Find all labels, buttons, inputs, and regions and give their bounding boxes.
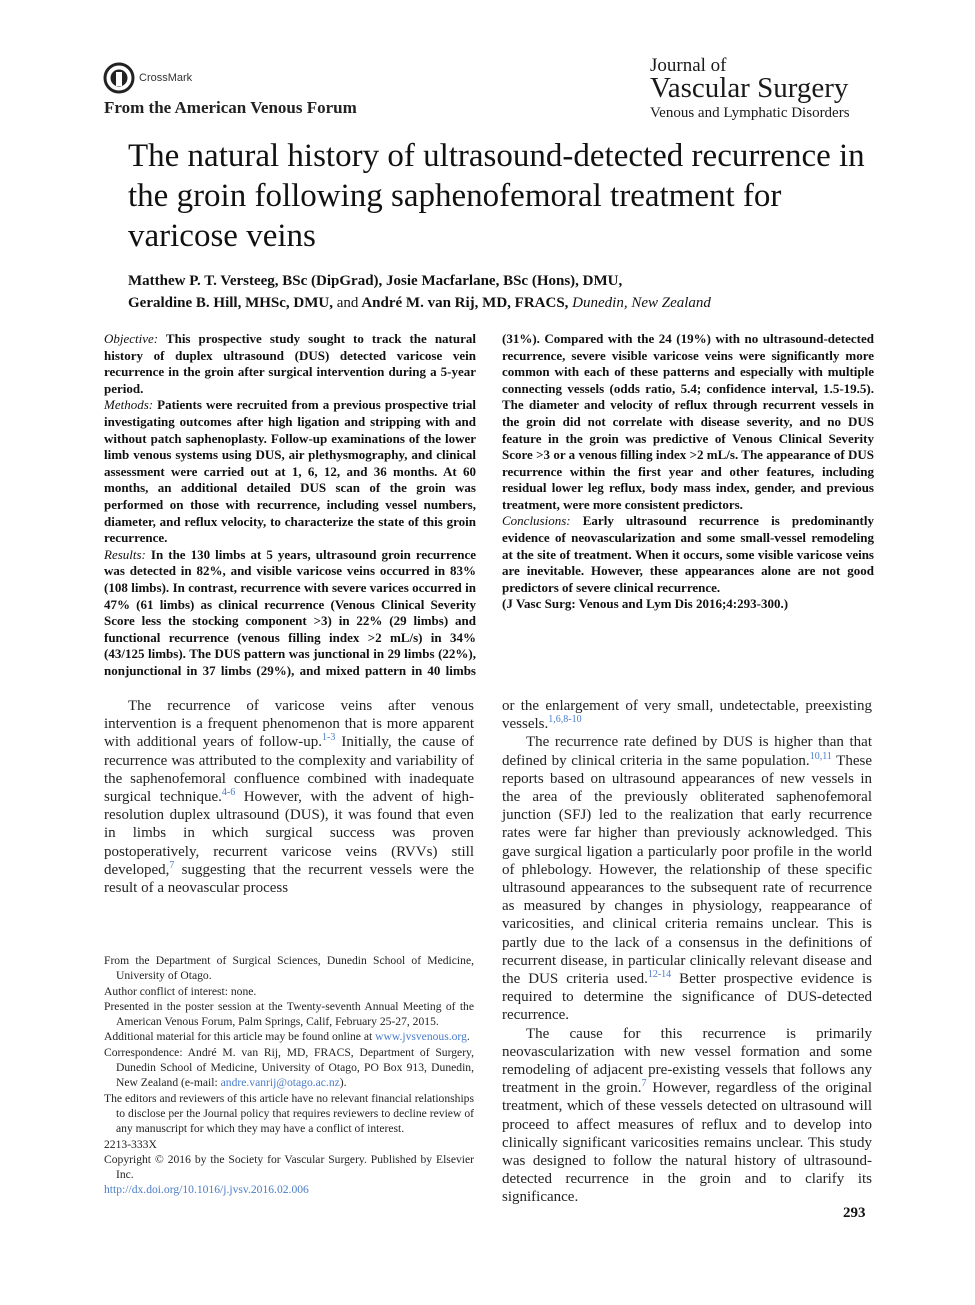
footnote-editors: The editors and reviewers of this article have no relevant financial relationships to disclose per the Journal policy that requires reviewers to decline review of any manuscript for which they may have a conflict of interest.	[104, 1091, 474, 1136]
article-title: The natural history of ultrasound-detected recurrence in the groin following saphenofemoral treatment for varicose veins	[128, 138, 865, 254]
footnote-copyright: Copyright © 2016 by the Society for Vascular Surgery. Published by Elsevier Inc.	[104, 1152, 474, 1182]
journal-subtitle: Venous and Lymphatic Disorders	[650, 105, 850, 121]
footnote-correspondence: Correspondence: André M. van Rij, MD, FRACS, Department of Surgery, Dunedin School of Medicine, University of Otago, PO Box 913, Dunedin, New Zealand (e-mail: andre.vanrij@otago.ac.nz).	[104, 1045, 474, 1090]
journal-website-link[interactable]: www.jvsvenous.org	[375, 1030, 467, 1044]
footnote-affiliation: From the Department of Surgical Sciences, Dunedin School of Medicine, University of Otago.	[104, 954, 474, 983]
abstract-column-left	[104, 331, 476, 680]
intro-paragraph-1: The recurrence of varicose veins after venous intervention is a frequent phenomenon that is more apparent with additional years of follow-up.$^{1-3}$ Initially, the cause of recurrence was attributed to the complexity and variability of the saphenofemoral confluence combined with inadequate surgical technique.$^{4-6}$ However, with the advent of high-resolution duplex ultrasound (DUS), it was found that even in limbs in which surgical success was proven postoperatively, recurrent varicose veins (RVVs) still developed,$^7$ suggesting that the recurrent vessels were the result of a neovascular process	[104, 698, 474, 897]
intro-paragraph-3: The cause for this recurrence is primarily neovascularization with new vessel formation and some remodeling of adjacent pre-existing vessels that follows any treatment in the groin.$^7$ However, regardless of the original treatment, which of these vessels detected on ultrasound will proceed to affect measures of reflux and to develop into clinically significant varicosities remains unclear. This study was designed to follow the natural history of ultrasound-detected recurrence in the groin and to clarify its significance.	[502, 1025, 872, 1206]
doi-link[interactable]: http://dx.doi.org/10.1016/j.jvsv.2016.02.006	[104, 1183, 309, 1197]
abstract-objective: Objective: This prospective study sought to track the natural history of duplex ultrasound (DUS) detected varicose vein recurrence in the groin after surgical intervention during a 5-year period.	[104, 331, 476, 396]
intro-paragraph-2: The recurrence rate defined by DUS is higher than that defined by clinical criteria in the same population.$^{10,11}$ These reports based on ultrasound appearances of new vessels in the area of the previously obliterated saphenofemoral junction (SFJ) led to the realization that early recurrence rates were far higher than previously acknowledged. This gave surgical ligation a particularly poor profile in the world of phlebology. However, the relationship of these specific ultrasound appearances to the subsequent rate of recurrence as measured by changes in physiology, reappearance of varicosities, and clinical criteria remains unclear. This is partly due to the lack of a consensus in the definitions of recurrent disease, in particular clinically relevant disease and the DUS criteria used.$^{12-14}$ Better prospective evidence is required to determine the significance of DUS-detected recurrence.	[502, 734, 872, 1024]
page-number: 293	[843, 1205, 866, 1221]
journal-name-line1: Journal of	[650, 55, 727, 76]
crossmark-badge[interactable]	[103, 62, 192, 94]
footnote-issn: 2213-333X	[104, 1137, 157, 1151]
abstract-column-right	[502, 331, 874, 663]
journal-name-line2: Vascular Surgery	[650, 72, 849, 104]
intro-paragraph-1-continued: or the enlargement of very small, undetectable, preexisting vessels.$^{1,6,8-10}$	[502, 698, 872, 733]
citation-ref[interactable]: 4-6	[221, 787, 236, 799]
citation-ref[interactable]: 7	[169, 859, 175, 871]
article-footnotes	[104, 953, 474, 1198]
crossmark-label: CrossMark	[139, 72, 193, 84]
citation-ref[interactable]: 1-3	[321, 732, 336, 744]
author-list	[128, 270, 888, 314]
body-column-right	[502, 697, 872, 1207]
abstract-conclusions: Conclusions: Early ultrasound recurrence is predominantly evidence of neovascularization and some small-vessel remodeling at the site of treatment. When it occurs, some visible varicose veins are inevitable. However, these appearances alone are not good predictors of severe clinical recurrence. (J Vasc Surg: Venous and Lym Dis 2016;4:293-300.)	[502, 513, 874, 612]
footnote-conflict: Author conflict of interest: none.	[104, 984, 257, 998]
authors-line-2: Geraldine B. Hill, MHSc, DMU, and André M. van Rij, MD, FRACS, Dunedin, New Zealand	[128, 295, 711, 311]
citation-ref[interactable]: 1,6,8-10	[548, 714, 582, 726]
citation-ref[interactable]: 7	[641, 1078, 647, 1090]
abstract-results: Results: In the 130 limbs at 5 years, ultrasound groin recurrence was detected in 82%, and visible varicose veins occurred in 83% (108 limbs). In contrast, recurrence with severe varices occurred in 47% (61 limbs) as clinical recurrence (Venous Clinical Severity Score less the stocking component >3) in 22% (29 limbs) and functional recurrence (venous filling index >2 mL/s) in 34% (43/125 limbs). The DUS pattern was junctional in 29 limbs (22%), nonjunctional in 37 limbs (29%), and mixed pattern in 40 limbs	[104, 546, 476, 678]
journal-masthead	[650, 56, 850, 121]
crossmark-icon	[103, 62, 135, 94]
email-link[interactable]: andre.vanrij@otago.ac.nz	[220, 1076, 340, 1090]
abstract-citation: (J Vasc Surg: Venous and Lym Dis 2016;4:293-300.)	[502, 596, 789, 612]
author-location: Dunedin, New Zealand	[572, 295, 711, 311]
footnote-doi	[104, 1182, 474, 1197]
body-column-left	[104, 697, 474, 897]
authors-line-1: Matthew P. T. Versteeg, BSc (DipGrad), Josie Macfarlane, BSc (Hons), DMU,	[128, 273, 623, 289]
footnote-presented: Presented in the poster session at the Twenty-seventh Annual Meeting of the American Venous Forum, Palm Springs, Calif, February 25-27, 2015.	[104, 999, 474, 1029]
footnote-additional: Additional material for this article may be found online at www.jvsvenous.org.	[104, 1030, 470, 1044]
citation-ref[interactable]: 10,11	[809, 750, 832, 762]
citation-ref[interactable]: 12-14	[647, 969, 672, 981]
forum-label: From the American Venous Forum	[104, 98, 357, 117]
abstract-methods: Methods: Patients were recruited from a previous prospective trial investigating outcomes after high ligation and stripping with and without patch saphenoplasty. Follow-up examinations of the lower limb venous systems using DUS, air plethysmography, and clinical assessment were carried out at 1, 6, 12, and 36 months. At 60 months, an additional detailed DUS scan of the groin was performed on those with recurrence, including vessel numbers, diameter, and reflux velocity, to characterize the state of this groin recurrence.	[104, 397, 476, 546]
abstract-results-continued: (31%). Compared with the 24 (19%) with no ultrasound-detected recurrence, severe visible varicose veins were significantly more common with each of these patterns and especially with multiple connecting vessels (odds ratio, 5.4; confidence interval, 1.5-19.5). The diameter and velocity of reflux through recurrent vessels in the groin did not correlate with disease severity, and no DUS feature in the groin was predictive of Venous Clinical Severity Score >3 or a venous filling index >2 mL/s. The appearance of DUS recurrence within the first year and other features, including residual lower leg reflux, body mass index, gender, and previous treatment, were more consistent predictors.	[502, 331, 874, 512]
